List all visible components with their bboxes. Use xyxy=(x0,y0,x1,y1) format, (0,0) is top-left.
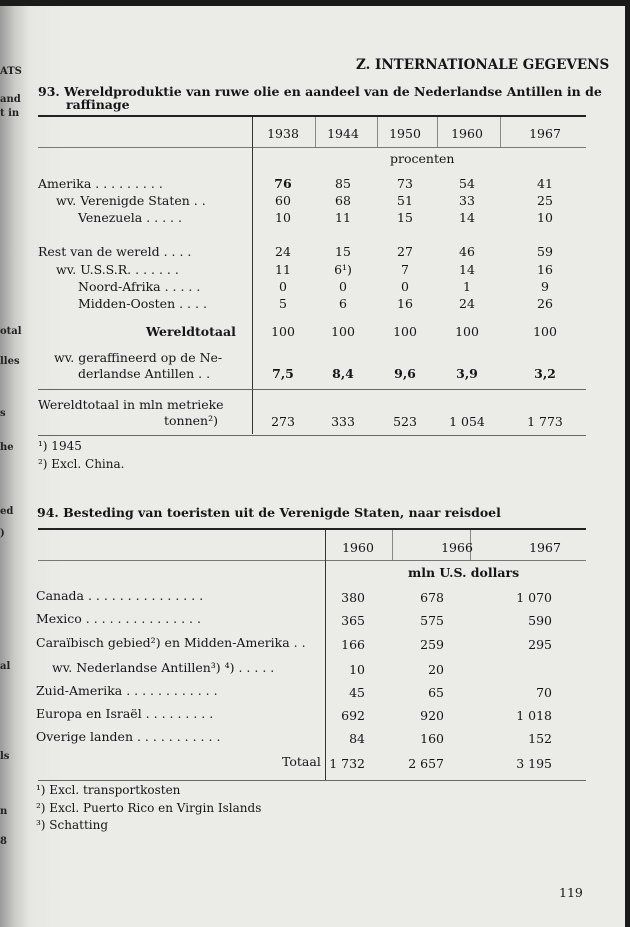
row-label: Europa en Israël . . . . . . . . . xyxy=(36,706,214,721)
table-cell: 1 773 xyxy=(527,414,563,429)
table-cell: 10 xyxy=(349,662,365,677)
table-cell: 160 xyxy=(420,731,444,746)
table94-footnote-1: ¹) Excl. transportkosten xyxy=(36,783,181,797)
row-label: Noord-Afrika . . . . . xyxy=(78,279,201,294)
table-cell: 7,5 xyxy=(272,366,294,381)
table93-total-rule xyxy=(38,389,586,390)
table-cell: 76 xyxy=(274,176,292,191)
table-cell: 7 xyxy=(401,262,409,277)
table-cell: 26 xyxy=(537,296,553,311)
table-cell: 10 xyxy=(537,210,553,225)
column-header: 1966 xyxy=(441,540,473,555)
table-cell: 41 xyxy=(537,176,553,191)
table-cell: 3 195 xyxy=(516,756,552,771)
table-cell: 692 xyxy=(341,708,365,723)
column-header: 1967 xyxy=(529,126,561,141)
table93-title-line1: 93. Wereldproduktie van ruwe olie en aandeel van de Nederlandse Antillen in de xyxy=(38,84,602,99)
table-cell: 152 xyxy=(528,731,552,746)
row-label-cont: derlandse Antillen . . xyxy=(78,366,211,381)
row-label: wv. U.S.S.R. . . . . . . xyxy=(56,262,179,277)
table94-bottom-rule xyxy=(38,780,586,781)
table-cell: 100 xyxy=(533,324,557,339)
table93-footnote-1: ¹) 1945 xyxy=(38,439,82,453)
gutter-fragment: n xyxy=(0,806,8,817)
table-cell: 27 xyxy=(397,244,413,259)
gutter-fragment: 8 xyxy=(0,836,7,847)
table-cell: 68 xyxy=(335,193,351,208)
row-label: Caraïbisch gebied²) en Midden-Amerika . . xyxy=(36,635,306,650)
table-cell: 5 xyxy=(279,296,287,311)
gutter-fragment: ed xyxy=(0,506,14,517)
row-label: wv. geraffineerd op de Ne- xyxy=(54,350,223,365)
table-cell: 920 xyxy=(420,708,444,723)
table-cell: 51 xyxy=(397,193,413,208)
table-cell: 0 xyxy=(279,279,287,294)
table-cell: 15 xyxy=(335,244,351,259)
table93-unit: procenten xyxy=(390,151,455,166)
gutter-fragment: he xyxy=(0,442,14,453)
row-label: Zuid-Amerika . . . . . . . . . . . . xyxy=(36,683,218,698)
table94-footnote-3: ³) Schatting xyxy=(36,818,109,832)
gutter-fragment: s xyxy=(0,408,6,419)
row-label: wv. Verenigde Staten . . xyxy=(56,193,206,208)
table-cell: 166 xyxy=(341,637,365,652)
table-cell: 100 xyxy=(271,324,295,339)
column-header: 1967 xyxy=(529,540,561,555)
gutter-fragment: and xyxy=(0,94,21,105)
table-cell: 14 xyxy=(459,262,475,277)
row-label: Venezuela . . . . . xyxy=(78,210,182,225)
table-cell: 2 657 xyxy=(408,756,444,771)
table-cell: 65 xyxy=(428,685,444,700)
table-cell: 15 xyxy=(397,210,413,225)
table-cell: 33 xyxy=(459,193,475,208)
row-label: Mexico . . . . . . . . . . . . . . . xyxy=(36,611,201,626)
total-label: Wereldtotaal in mln metrieke xyxy=(38,397,224,412)
table-cell: 1 070 xyxy=(516,590,552,605)
table-cell: 0 xyxy=(339,279,347,294)
document-page xyxy=(0,6,625,927)
table-cell: 9,6 xyxy=(394,366,416,381)
column-header: 1960 xyxy=(342,540,374,555)
table-cell: 20 xyxy=(428,662,444,677)
table-cell: 84 xyxy=(349,731,365,746)
row-label: Wereldtotaal xyxy=(146,324,236,339)
total-label-cont: tonnen²) xyxy=(164,413,218,428)
table-cell: 46 xyxy=(459,244,475,259)
column-header: 1944 xyxy=(327,126,359,141)
gutter-fragment: al xyxy=(0,661,11,672)
table93-footnote-2: ²) Excl. China. xyxy=(38,457,125,471)
table-cell: 9 xyxy=(541,279,549,294)
table-cell: 45 xyxy=(349,685,365,700)
table-cell: 1 xyxy=(463,279,471,294)
table-cell: 6¹) xyxy=(334,262,352,277)
table93-bottom-rule xyxy=(38,435,586,436)
table-cell: 333 xyxy=(331,414,355,429)
table-cell: 380 xyxy=(341,590,365,605)
table94-header-rule xyxy=(38,560,586,561)
column-header: 1950 xyxy=(389,126,421,141)
table94-top-rule xyxy=(38,528,586,530)
table-cell: 11 xyxy=(335,210,351,225)
table-cell: 70 xyxy=(536,685,552,700)
table-cell: 60 xyxy=(275,193,291,208)
table-cell: 24 xyxy=(275,244,291,259)
table-cell: 16 xyxy=(537,262,553,277)
row-label: Overige landen . . . . . . . . . . . xyxy=(36,729,221,744)
table-cell: 8,4 xyxy=(332,366,354,381)
table-cell: 295 xyxy=(528,637,552,652)
table-cell: 0 xyxy=(401,279,409,294)
table-cell: 54 xyxy=(459,176,475,191)
table-cell: 85 xyxy=(335,176,351,191)
table-cell: 1 054 xyxy=(449,414,485,429)
page-number: 119 xyxy=(559,885,583,900)
column-header: 1960 xyxy=(451,126,483,141)
gutter-fragment: lles xyxy=(0,356,20,367)
row-label: Rest van de wereld . . . . xyxy=(38,244,192,259)
table-cell: 14 xyxy=(459,210,475,225)
table93-top-rule xyxy=(38,115,586,117)
gutter-fragment: ) xyxy=(0,528,5,539)
table-cell: 678 xyxy=(420,590,444,605)
table-cell: 6 xyxy=(339,296,347,311)
running-head: Z. INTERNATIONALE GEGEVENS xyxy=(356,57,610,73)
table-cell: 24 xyxy=(459,296,475,311)
table-cell: 3,9 xyxy=(456,366,478,381)
table-cell: 11 xyxy=(275,262,291,277)
row-label: Midden-Oosten . . . . xyxy=(78,296,207,311)
table-cell: 523 xyxy=(393,414,417,429)
table-cell: 100 xyxy=(455,324,479,339)
table93-header-rule xyxy=(38,147,586,148)
table-cell: 365 xyxy=(341,613,365,628)
table94-title: 94. Besteding van toeristen uit de Verenigde Staten, naar reisdoel xyxy=(37,505,501,520)
table-cell: 259 xyxy=(420,637,444,652)
gutter-fragment: otal xyxy=(0,326,22,337)
gutter-fragment: t in xyxy=(0,108,20,119)
row-label: Amerika . . . . . . . . . xyxy=(38,176,163,191)
row-label: Canada . . . . . . . . . . . . . . . xyxy=(36,588,204,603)
table-cell: 59 xyxy=(537,244,553,259)
table93-title-line2: raffinage xyxy=(66,97,130,112)
table-cell: 25 xyxy=(537,193,553,208)
table-cell: 590 xyxy=(528,613,552,628)
table-cell: 16 xyxy=(397,296,413,311)
table-cell: 3,2 xyxy=(534,366,556,381)
table-cell: 575 xyxy=(420,613,444,628)
table-cell: 1 732 xyxy=(329,756,365,771)
row-label: wv. Nederlandse Antillen³) ⁴) . . . . . xyxy=(52,660,275,675)
table-cell: 100 xyxy=(393,324,417,339)
table-cell: 273 xyxy=(271,414,295,429)
gutter-fragment: ls xyxy=(0,751,10,762)
row-label: Totaal xyxy=(282,754,321,769)
table94-unit: mln U.S. dollars xyxy=(408,565,520,580)
table94-footnote-2: ²) Excl. Puerto Rico en Virgin Islands xyxy=(36,801,262,815)
table-cell: 1 018 xyxy=(516,708,552,723)
table-cell: 100 xyxy=(331,324,355,339)
column-header: 1938 xyxy=(267,126,299,141)
table-cell: 10 xyxy=(275,210,291,225)
table-cell: 73 xyxy=(397,176,413,191)
gutter-fragment: ATS xyxy=(0,66,22,77)
